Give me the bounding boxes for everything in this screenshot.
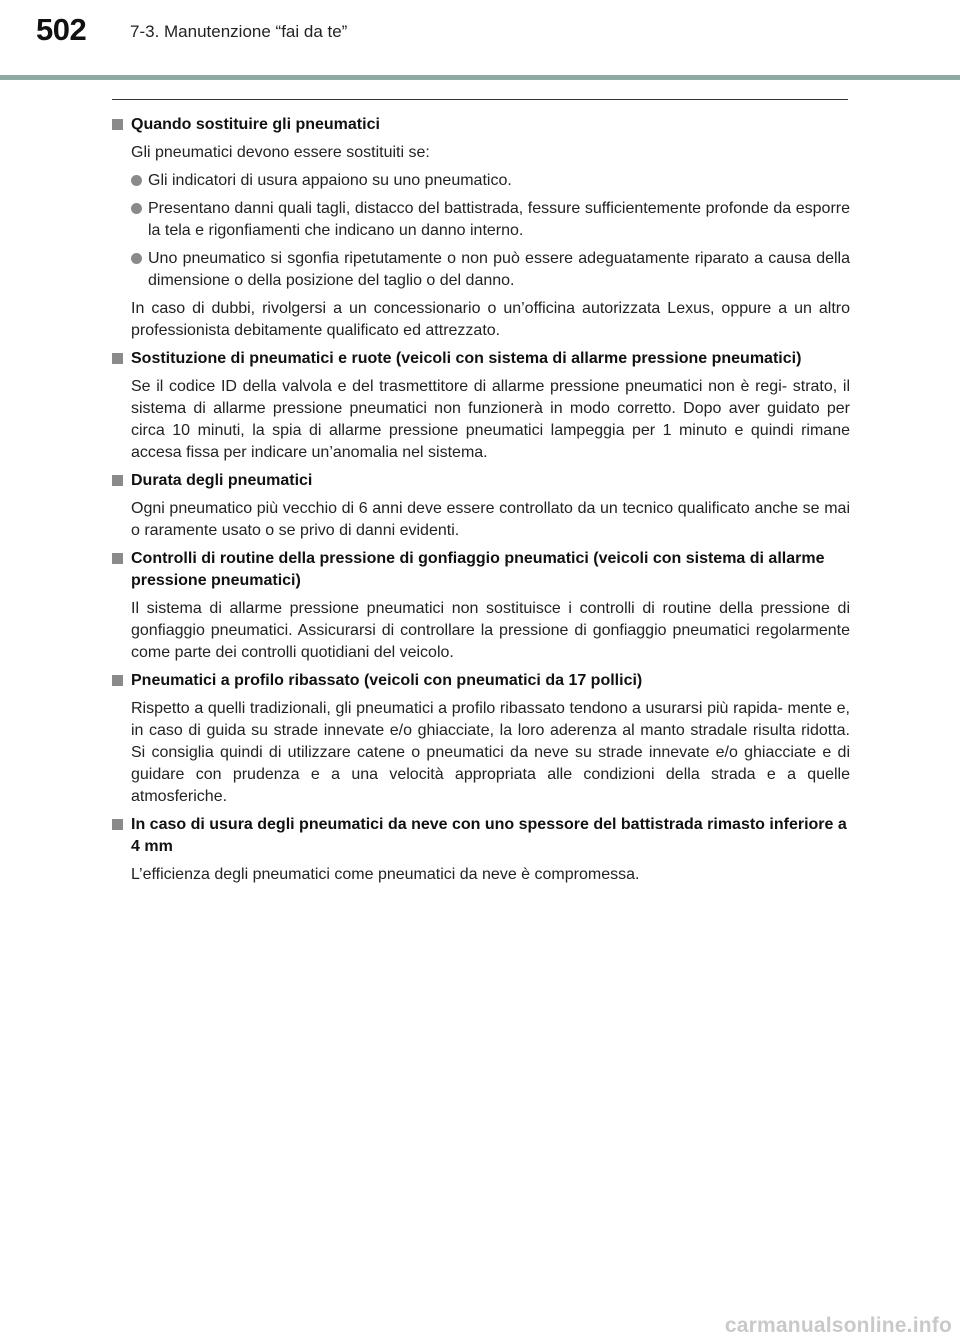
section-body: Rispetto a quelli tradizionali, gli pneumatici a profilo ribassato tendono a usurarsi più rapida- mente e, in caso di guida su strade innevate e/o ghiacciate, la loro aderenza al manto stradale risulta ridotta. Si consiglia quindi di utilizzare catene o pneumatici da neve su strade innevate e/o ghiacciate e di guidare con prudenza e a una velocità appropriata alle condizioni della strada e a quelle atmosferiche. bbox=[131, 700, 850, 805]
section-heading bbox=[112, 670, 850, 692]
square-bullet-icon bbox=[112, 553, 123, 564]
round-bullet-icon bbox=[131, 175, 142, 186]
round-bullet-icon bbox=[131, 253, 142, 264]
section-heading-text: Sostituzione di pneumatici e ruote (veicoli con sistema di allarme pressione pneumatici) bbox=[131, 350, 802, 367]
section-low-profile-tires bbox=[112, 670, 850, 808]
section-rule bbox=[112, 99, 848, 100]
section-body: Il sistema di allarme pressione pneumatici non sostituisce i controlli di routine della pressione di gonfiaggio pneumatici. Assicurarsi di controllare la pressione di gonfiaggio pneumatici regolarmente come parte dei controlli quotidiani del veicolo. bbox=[131, 600, 850, 661]
page-header bbox=[0, 0, 960, 80]
list-item bbox=[131, 248, 850, 292]
list-item bbox=[131, 170, 850, 192]
round-bullet-icon bbox=[131, 203, 142, 214]
section-body: Se il codice ID della valvola e del trasmettitore di allarme pressione pneumatici non è regi- strato, il sistema di allarme pressione pneumatici non funzionerà in modo corretto. Dopo aver guidato per circa 10 minuti, la spia di allarme pressione pneumatici lampeggia per 1 minuto e quindi rimane accesa fissa per indicare un’anomalia nel sistema. bbox=[131, 378, 850, 461]
square-bullet-icon bbox=[112, 353, 123, 364]
section-intro: Gli pneumatici devono essere sostituiti se: bbox=[131, 144, 430, 161]
section-body: L’efficienza degli pneumatici come pneumatici da neve è compromessa. bbox=[131, 866, 640, 883]
section-heading-text: In caso di usura degli pneumatici da neve con uno spessore del battistrada rimasto inferiore a 4 mm bbox=[131, 816, 847, 855]
watermark-text: carmanualsonline.info bbox=[724, 1314, 952, 1337]
square-bullet-icon bbox=[112, 119, 123, 130]
section-body: Ogni pneumatico più vecchio di 6 anni deve essere controllato da un tecnico qualificato anche se mai o raramente usato o se privo di danni evidenti. bbox=[131, 500, 850, 539]
page-number: 502 bbox=[36, 12, 87, 47]
section-heading bbox=[112, 470, 850, 492]
list-item-text: Uno pneumatico si sgonfia ripetutamente o non può essere adeguatamente riparato a causa della dimensione o della posizione del taglio o del danno. bbox=[148, 250, 850, 289]
square-bullet-icon bbox=[112, 675, 123, 686]
section-tire-life bbox=[112, 470, 850, 542]
section-when-to-replace bbox=[112, 114, 850, 342]
list-item bbox=[131, 198, 850, 242]
section-heading-text: Durata degli pneumatici bbox=[131, 472, 313, 489]
section-tire-wheel-replacement bbox=[112, 348, 850, 464]
section-heading bbox=[112, 814, 850, 858]
section-outro: In caso di dubbi, rivolgersi a un concessionario o un’officina autorizzata Lexus, oppure a un altro professionista debitamente qualificato ed attrezzato. bbox=[131, 300, 850, 339]
section-heading-text: Controlli di routine della pressione di gonfiaggio pneumatici (veicoli con sistema di allarme pressione pneumatici) bbox=[131, 550, 825, 589]
list-item-text: Gli indicatori di usura appaiono su uno pneumatico. bbox=[148, 172, 512, 189]
square-bullet-icon bbox=[112, 819, 123, 830]
section-heading-text: Pneumatici a profilo ribassato (veicoli con pneumatici da 17 pollici) bbox=[131, 672, 643, 689]
section-heading bbox=[112, 548, 850, 592]
square-bullet-icon bbox=[112, 475, 123, 486]
section-snow-tire-wear bbox=[112, 814, 850, 886]
page-content bbox=[112, 114, 850, 892]
section-routine-pressure-checks bbox=[112, 548, 850, 664]
section-heading bbox=[112, 348, 850, 370]
section-heading bbox=[112, 114, 850, 136]
section-heading-text: Quando sostituire gli pneumatici bbox=[131, 116, 380, 133]
list-item-text: Presentano danni quali tagli, distacco del battistrada, fessure sufficientemente profonde da esporre la tela e rigonfiamenti che indicano un danno interno. bbox=[148, 200, 850, 239]
header-divider-bar bbox=[0, 75, 960, 80]
chapter-title: 7-3. Manutenzione “fai da te” bbox=[130, 22, 348, 41]
